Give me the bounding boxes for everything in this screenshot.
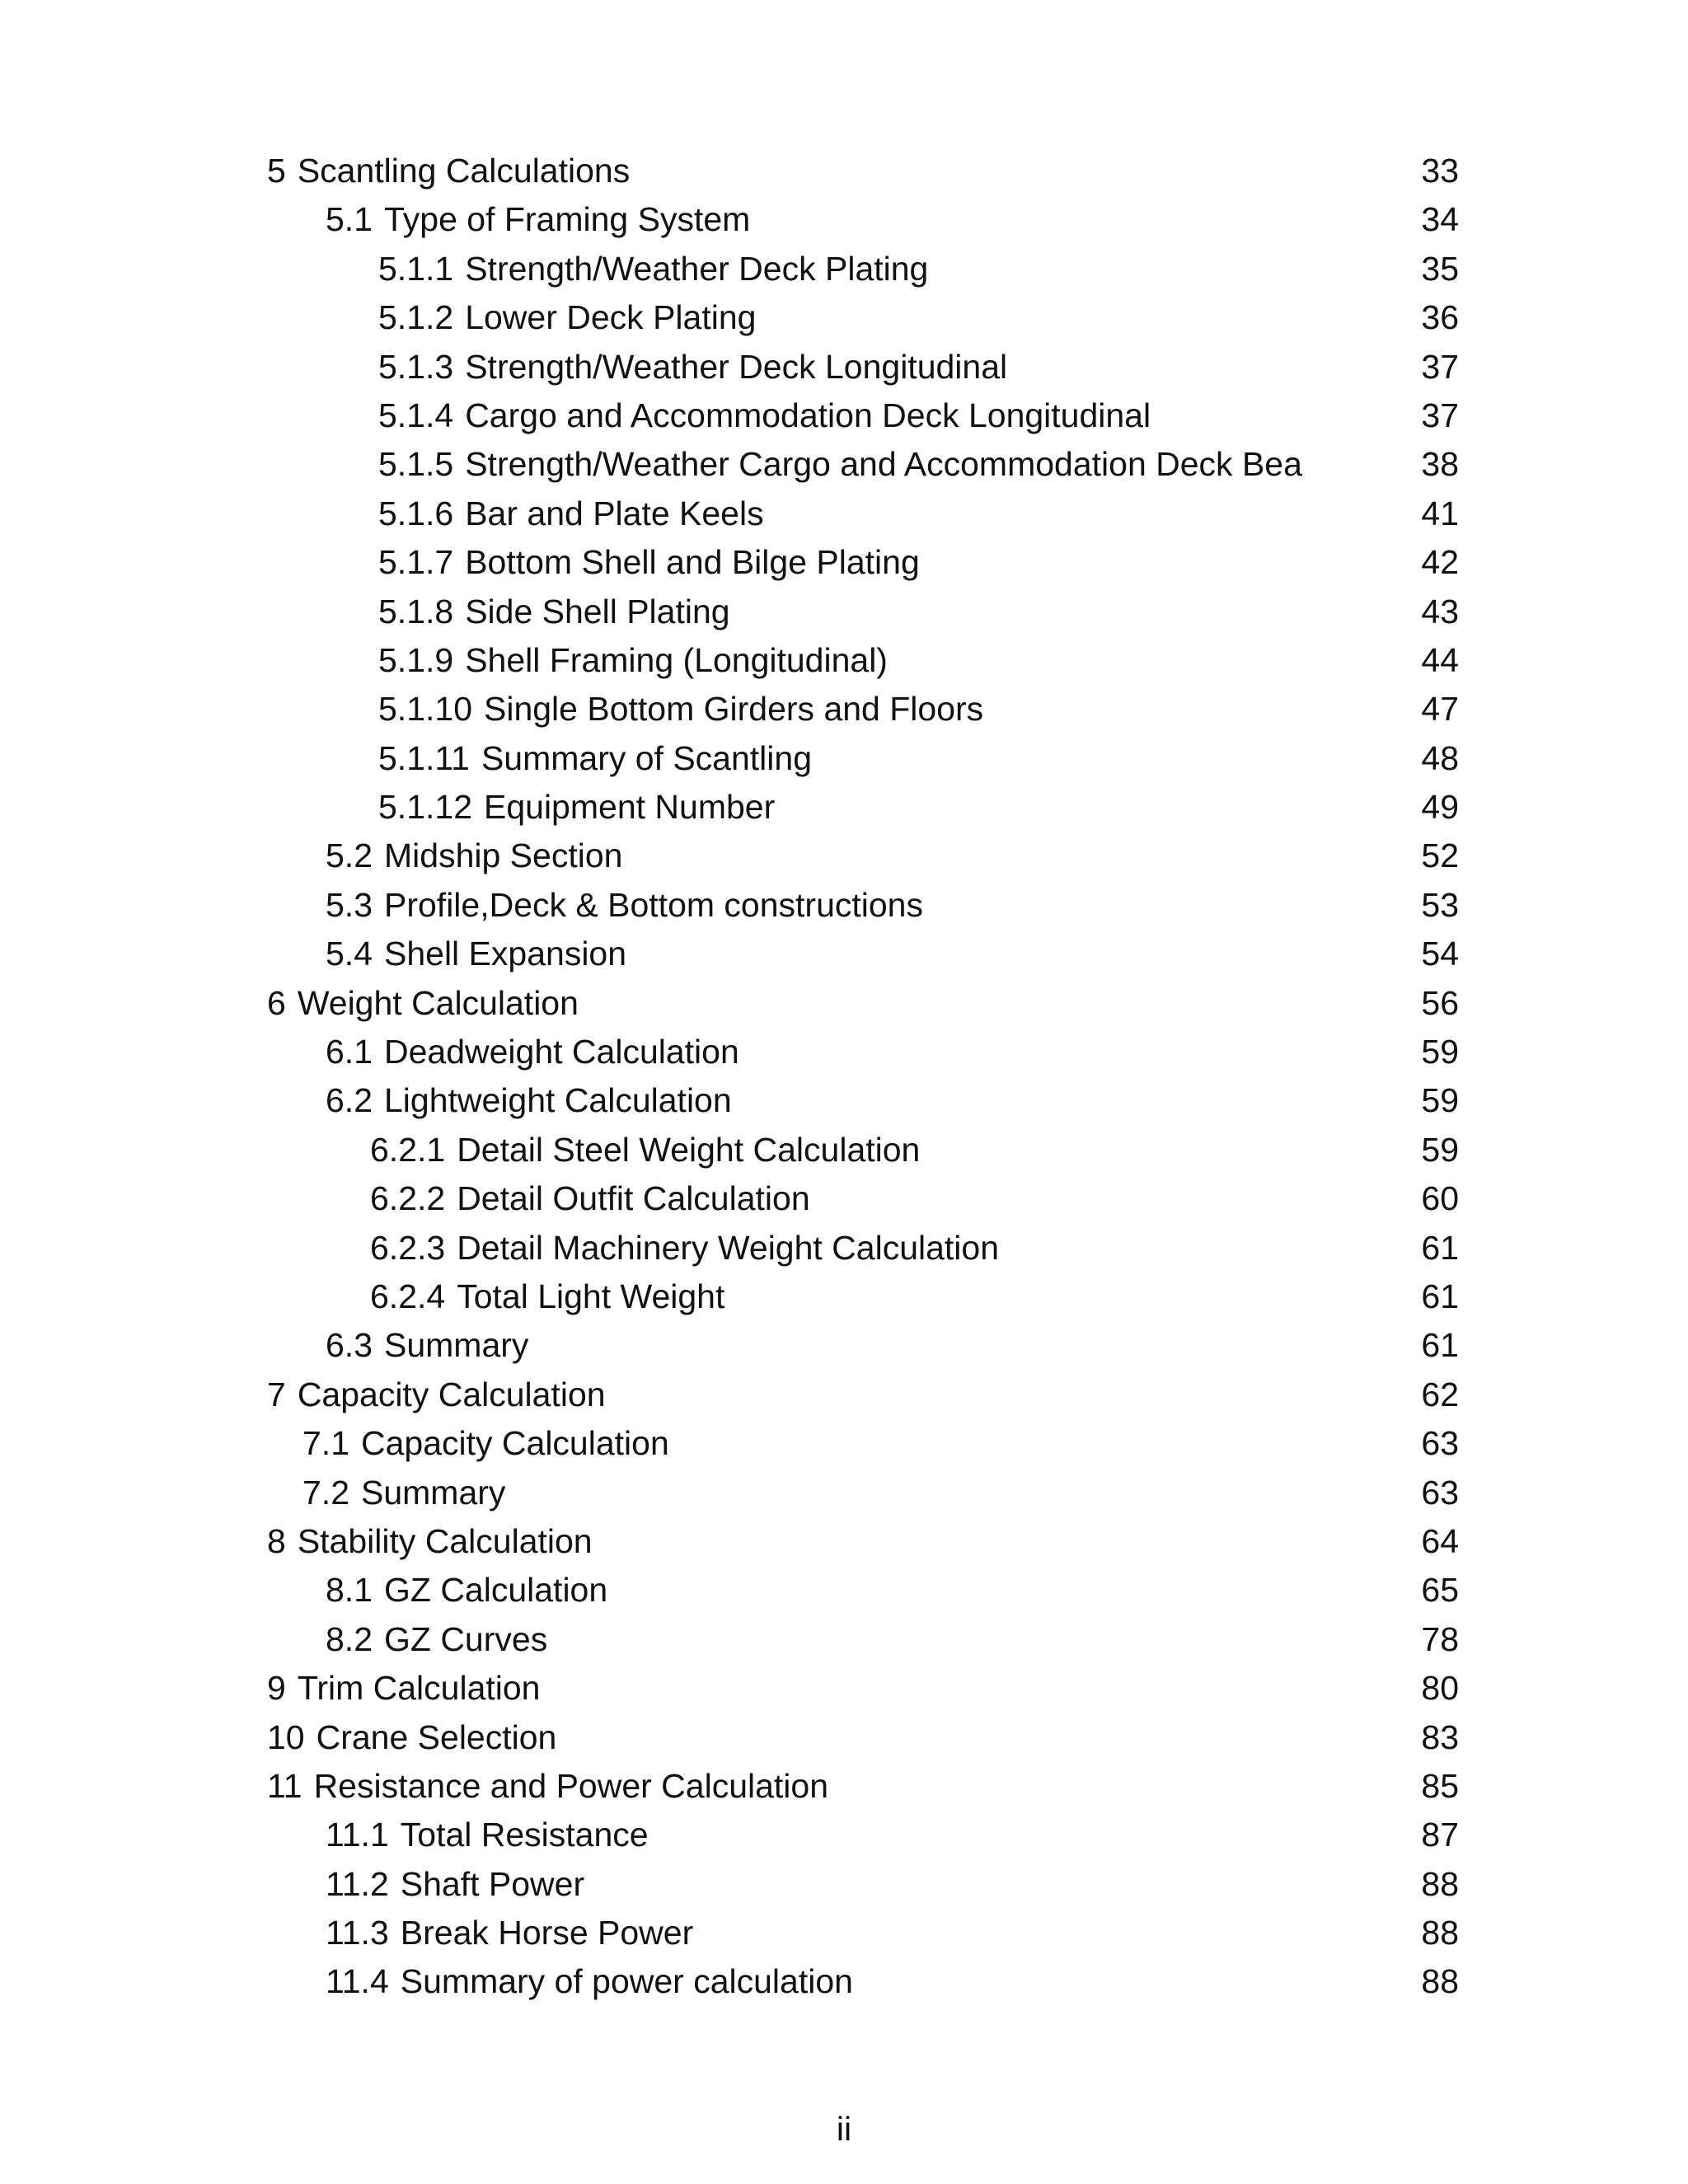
toc-section-title: Bottom Shell and Bilge Plating	[465, 543, 920, 582]
toc-section-title: Equipment Number	[484, 788, 776, 827]
toc-section-title: Strength/Weather Deck Longitudinal	[465, 347, 1008, 386]
toc-entry[interactable]	[0, 1517, 1688, 1566]
toc-section-title: Total Resistance	[400, 1816, 649, 1854]
toc-entry[interactable]	[0, 490, 1688, 538]
toc-section-number: 5	[267, 152, 286, 190]
toc-section-number: 5.1.7	[378, 543, 454, 582]
toc-entry-text	[378, 391, 1151, 440]
toc-entry-text	[378, 343, 1007, 391]
toc-section-number: 5.2	[326, 837, 373, 875]
toc-section-title: Single Bottom Girders and Floors	[484, 690, 984, 729]
toc-entry-text	[326, 1566, 607, 1615]
toc-entry[interactable]	[0, 588, 1688, 636]
toc-section-number: 11.3	[326, 1914, 389, 1952]
toc-section-title: Strength/Weather Deck Plating	[465, 249, 929, 288]
toc-section-title: Summary of power calculation	[400, 1962, 853, 2001]
toc-section-number: 6.2.4	[370, 1277, 446, 1315]
toc-entry-text	[267, 1713, 556, 1762]
toc-section-title: Cargo and Accommodation Deck Longitudinal	[465, 396, 1151, 434]
toc-section-title: Total Light Weight	[457, 1277, 725, 1315]
toc-page-number: 53	[1421, 885, 1459, 924]
toc-page-number: 63	[1421, 1424, 1459, 1463]
toc-section-number: 5.1	[326, 200, 373, 239]
toc-section-number: 6.1	[326, 1033, 373, 1071]
toc-entry[interactable]	[0, 1469, 1688, 1517]
toc-section-number: 6	[267, 983, 286, 1022]
toc-entry[interactable]	[0, 1126, 1688, 1174]
toc-page-number: 63	[1421, 1473, 1459, 1511]
toc-entry-text	[267, 1517, 593, 1566]
toc-entry[interactable]	[0, 1371, 1688, 1419]
toc-entry-text	[267, 979, 579, 1028]
toc-section-title: Summary	[361, 1473, 506, 1511]
toc-page-number: 36	[1421, 298, 1459, 337]
toc-entry-text	[370, 1126, 920, 1174]
toc-entry-text	[326, 1957, 853, 2006]
toc-entry[interactable]	[0, 685, 1688, 733]
toc-section-number: 5.1.8	[378, 592, 454, 630]
toc-page-number: 85	[1421, 1766, 1459, 1805]
toc-entry[interactable]	[0, 1028, 1688, 1076]
toc-entry[interactable]	[0, 1174, 1688, 1223]
toc-section-number: 11	[267, 1766, 302, 1805]
toc-page-number: 41	[1421, 494, 1459, 532]
toc-entry[interactable]	[0, 1664, 1688, 1713]
toc-section-title: Weight Calculation	[297, 983, 579, 1022]
toc-entry[interactable]	[0, 195, 1688, 244]
toc-entry-text	[326, 930, 626, 978]
toc-page-number: 59	[1421, 1081, 1459, 1120]
toc-section-number: 8.2	[326, 1619, 373, 1658]
toc-page-number: 88	[1421, 1962, 1459, 2001]
toc-section-number: 5.1.1	[378, 249, 454, 288]
toc-entry[interactable]	[0, 1860, 1688, 1909]
toc-entry[interactable]	[0, 245, 1688, 293]
toc-entry-text	[267, 1371, 606, 1419]
toc-page-number: 88	[1421, 1914, 1459, 1952]
toc-section-title: Capacity Calculation	[361, 1424, 669, 1463]
toc-entry[interactable]	[0, 881, 1688, 930]
toc-entry-text	[370, 1224, 999, 1272]
toc-page-number: 78	[1421, 1619, 1459, 1658]
toc-page-number: 33	[1421, 152, 1459, 190]
toc-section-title: Resistance and Power Calculation	[313, 1766, 829, 1805]
toc-entry-text	[378, 245, 928, 293]
toc-section-title: Crane Selection	[316, 1718, 557, 1756]
toc-entry-text	[302, 1469, 505, 1517]
toc-entry[interactable]	[0, 1272, 1688, 1321]
toc-entry-text	[378, 734, 812, 783]
toc-section-number: 11.2	[326, 1864, 389, 1903]
toc-section-title: GZ Calculation	[384, 1571, 608, 1610]
toc-entry-text	[326, 881, 923, 930]
toc-entry[interactable]	[0, 1566, 1688, 1615]
toc-entry-text	[326, 1811, 649, 1859]
toc-page-number: 37	[1421, 396, 1459, 434]
toc-section-title: Midship Section	[384, 837, 623, 875]
page-number: ii	[836, 2110, 852, 2148]
toc-page-number: 59	[1421, 1130, 1459, 1169]
toc-entry-text	[267, 1762, 828, 1811]
toc-entry[interactable]	[0, 538, 1688, 587]
toc-page-number: 47	[1421, 690, 1459, 729]
toc-section-title: Profile,Deck & Bottom constructions	[384, 885, 923, 924]
toc-section-title: Deadweight Calculation	[384, 1033, 739, 1071]
toc-entry-text	[378, 440, 1302, 489]
toc-section-number: 8	[267, 1521, 286, 1560]
toc-section-number: 5.1.4	[378, 396, 454, 434]
toc-page-number: 65	[1421, 1571, 1459, 1610]
toc-page-number: 54	[1421, 935, 1459, 973]
toc-entry-text	[378, 685, 983, 733]
toc-section-title: Stability Calculation	[297, 1521, 593, 1560]
toc-entry-text	[326, 832, 622, 880]
toc-page-number: 35	[1421, 249, 1459, 288]
toc-section-number: 5.3	[326, 885, 373, 924]
toc-section-number: 6.2	[326, 1081, 373, 1120]
toc-page-number: 43	[1421, 592, 1459, 630]
toc-page-number: 88	[1421, 1864, 1459, 1903]
toc-entry-text	[378, 293, 756, 342]
toc-section-number: 11.1	[326, 1816, 389, 1854]
toc-section-title: Shaft Power	[400, 1864, 585, 1903]
toc-entry-text	[370, 1174, 810, 1223]
toc-section-number: 5.4	[326, 935, 373, 973]
toc-entry[interactable]	[0, 440, 1688, 489]
toc-section-number: 5.1.6	[378, 494, 454, 532]
toc-section-number: 7	[267, 1375, 286, 1413]
toc-entry[interactable]	[0, 1811, 1688, 1859]
toc-section-number: 5.1.10	[378, 690, 472, 729]
toc-section-title: Detail Steel Weight Calculation	[457, 1130, 921, 1169]
toc-section-title: Scantling Calculations	[297, 152, 631, 190]
toc-entry[interactable]	[0, 832, 1688, 880]
toc-section-number: 6.3	[326, 1326, 373, 1365]
toc-section-number: 9	[267, 1669, 286, 1708]
toc-section-title: Summary	[384, 1326, 529, 1365]
toc-entry[interactable]	[0, 293, 1688, 342]
toc-page-number: 83	[1421, 1718, 1459, 1756]
toc-entry[interactable]	[0, 734, 1688, 783]
toc-page-number: 61	[1421, 1228, 1459, 1267]
toc-section-number: 6.2.2	[370, 1179, 446, 1218]
toc-page-number: 44	[1421, 640, 1459, 679]
toc-entry-text	[326, 1076, 732, 1125]
toc-section-title: Side Shell Plating	[465, 592, 730, 630]
toc-section-number: 5.1.5	[378, 445, 454, 484]
toc-entry-text	[378, 538, 920, 587]
toc-entry[interactable]	[0, 1713, 1688, 1762]
toc-entry[interactable]	[0, 1762, 1688, 1811]
toc-entry-text	[326, 195, 750, 244]
toc-section-number: 7.1	[302, 1424, 349, 1463]
toc-section-number: 6.2.1	[370, 1130, 446, 1169]
toc-page-number: 61	[1421, 1326, 1459, 1365]
table-of-contents	[0, 147, 1688, 2007]
toc-entry-text	[378, 636, 888, 685]
toc-page-number: 37	[1421, 347, 1459, 386]
toc-entry[interactable]	[0, 636, 1688, 685]
toc-section-number: 5.1.12	[378, 788, 472, 827]
toc-section-title: Detail Outfit Calculation	[457, 1179, 810, 1218]
toc-section-number: 7.2	[302, 1473, 349, 1511]
toc-entry-text	[326, 1909, 693, 1957]
toc-entry[interactable]	[0, 147, 1688, 195]
toc-entry[interactable]	[0, 1419, 1688, 1468]
toc-section-title: Type of Framing System	[384, 200, 751, 239]
toc-page-number: 56	[1421, 983, 1459, 1022]
toc-section-number: 10	[267, 1718, 305, 1756]
toc-page-number: 48	[1421, 738, 1459, 777]
toc-section-number: 8.1	[326, 1571, 373, 1610]
toc-section-title: Detail Machinery Weight Calculation	[457, 1228, 1000, 1267]
toc-section-number: 6.2.3	[370, 1228, 446, 1267]
toc-entry[interactable]	[0, 1957, 1688, 2006]
toc-entry[interactable]	[0, 1615, 1688, 1664]
toc-page-number: 42	[1421, 543, 1459, 582]
toc-section-number: 11.4	[326, 1962, 389, 2001]
toc-section-title: Lower Deck Plating	[465, 298, 757, 337]
toc-entry-text	[267, 1664, 540, 1713]
toc-entry-text	[326, 1028, 739, 1076]
toc-section-title: Lightweight Calculation	[384, 1081, 732, 1120]
toc-page-number: 49	[1421, 788, 1459, 827]
toc-entry-text	[378, 783, 775, 832]
toc-section-title: Strength/Weather Cargo and Accommodation Deck Bea	[465, 445, 1302, 484]
toc-page-number: 38	[1421, 445, 1459, 484]
toc-section-number: 5.1.3	[378, 347, 454, 386]
toc-section-title: Shell Expansion	[384, 935, 627, 973]
toc-entry-text	[378, 490, 764, 538]
toc-entry[interactable]	[0, 1909, 1688, 1957]
toc-section-number: 5.1.9	[378, 640, 454, 679]
toc-section-title: Summary of Scantling	[481, 738, 813, 777]
toc-entry-text	[370, 1272, 724, 1321]
toc-entry[interactable]	[0, 1321, 1688, 1370]
toc-page-number: 62	[1421, 1375, 1459, 1413]
toc-page-number: 80	[1421, 1669, 1459, 1708]
toc-page-number: 87	[1421, 1816, 1459, 1854]
toc-section-number: 5.1.2	[378, 298, 454, 337]
toc-entry[interactable]	[0, 343, 1688, 391]
toc-section-title: Bar and Plate Keels	[465, 494, 764, 532]
toc-section-number: 5.1.11	[378, 738, 470, 777]
toc-page-number: 64	[1421, 1521, 1459, 1560]
toc-entry[interactable]	[0, 930, 1688, 978]
toc-section-title: Break Horse Power	[400, 1914, 694, 1952]
toc-entry[interactable]	[0, 979, 1688, 1028]
toc-page-number: 60	[1421, 1179, 1459, 1218]
toc-entry-text	[326, 1321, 528, 1370]
toc-entry-text	[326, 1615, 547, 1664]
toc-section-title: Shell Framing (Longitudinal)	[465, 640, 888, 679]
toc-section-title: Capacity Calculation	[297, 1375, 606, 1413]
toc-entry[interactable]	[0, 1224, 1688, 1272]
toc-entry-text	[326, 1860, 584, 1909]
toc-section-title: Trim Calculation	[297, 1669, 541, 1708]
toc-page-number: 59	[1421, 1033, 1459, 1071]
toc-page-number: 61	[1421, 1277, 1459, 1315]
toc-page-number: 34	[1421, 200, 1459, 239]
toc-entry-text	[302, 1419, 669, 1468]
toc-entry[interactable]	[0, 783, 1688, 832]
toc-entry-text	[267, 147, 630, 195]
toc-entry[interactable]	[0, 391, 1688, 440]
toc-entry-text	[378, 588, 730, 636]
toc-section-title: GZ Curves	[384, 1619, 548, 1658]
toc-page-number: 52	[1421, 837, 1459, 875]
toc-entry[interactable]	[0, 1076, 1688, 1125]
